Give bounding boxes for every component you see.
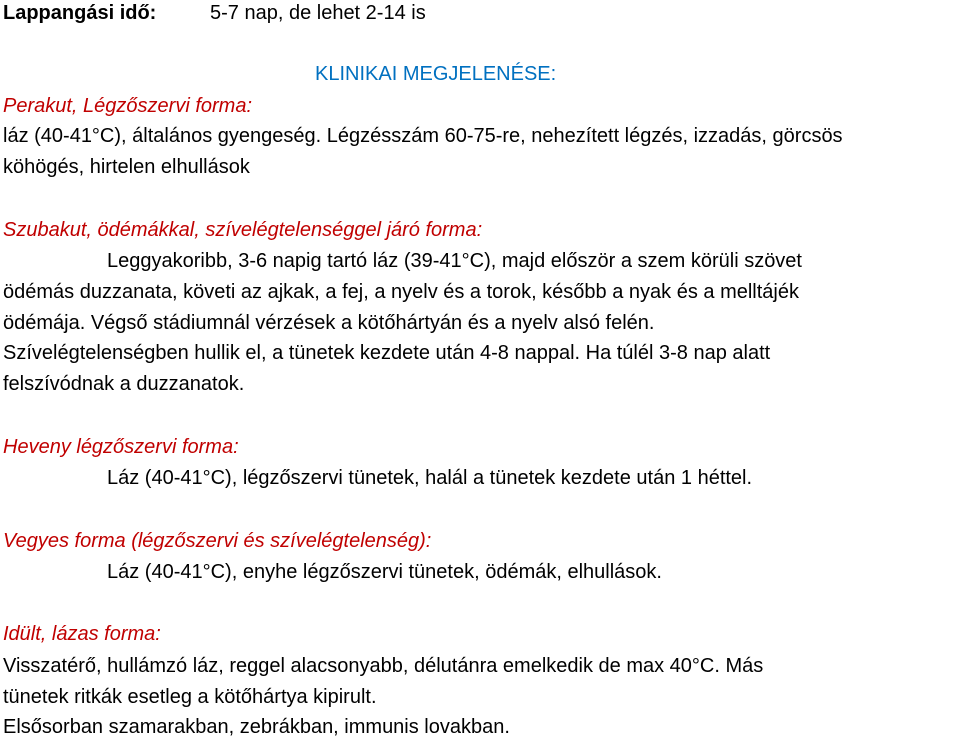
form-text-line: láz (40-41°C), általános gyengeség. Légzésszám 60-75-re, nehezített légzés, izzadás, görcsös — [3, 125, 843, 147]
form-heading-mixed: Vegyes forma (légzőszervi és szívelégtelenség): — [3, 530, 432, 552]
form-text-line: ödémás duzzanata, követi az ajkak, a fej, a nyelv és a torok, később a nyak és a melltájék — [3, 281, 799, 303]
form-text-line: Szívelégtelenségben hullik el, a tünetek kezdete után 4-8 nappal. Ha túlél 3-8 nap alatt — [3, 342, 771, 364]
incubation-label: Lappangási idő: — [3, 2, 157, 24]
form-heading-acute-respiratory: Heveny légzőszervi forma: — [3, 436, 239, 458]
form-text-line: Láz (40-41°C), enyhe légzőszervi tünetek, ödémák, elhullások. — [107, 561, 662, 583]
form-text-line: Leggyakoribb, 3-6 napig tartó láz (39-41°C), majd először a szem körüli szövet — [107, 250, 802, 272]
form-heading-peracute: Perakut, Légzőszervi forma: — [3, 95, 252, 117]
form-text-line: felszívódnak a duzzanatok. — [3, 373, 245, 395]
section-title: KLINIKAI MEGJELENÉSE: — [315, 63, 557, 85]
form-text-line: Láz (40-41°C), légzőszervi tünetek, halál a tünetek kezdete után 1 héttel. — [107, 467, 753, 489]
form-text-line: ödémája. Végső stádiumnál vérzések a kötőhártyán és a nyelv alsó felén. — [3, 312, 655, 334]
form-text-line: Visszatérő, hullámzó láz, reggel alacsonyabb, délutánra emelkedik de max 40°C. Más — [3, 655, 764, 677]
form-text-line: köhögés, hirtelen elhullások — [3, 156, 250, 178]
form-heading-chronic: Idült, lázas forma: — [3, 623, 161, 645]
form-text-line: tünetek ritkák esetleg a kötőhártya kipirult. — [3, 686, 377, 708]
form-heading-subacute: Szubakut, ödémákkal, szívelégtelenséggel járó forma: — [3, 219, 483, 241]
incubation-value: 5-7 nap, de lehet 2-14 is — [210, 2, 426, 24]
form-text-line: Elsősorban szamarakban, zebrákban, immunis lovakban. — [3, 716, 510, 738]
